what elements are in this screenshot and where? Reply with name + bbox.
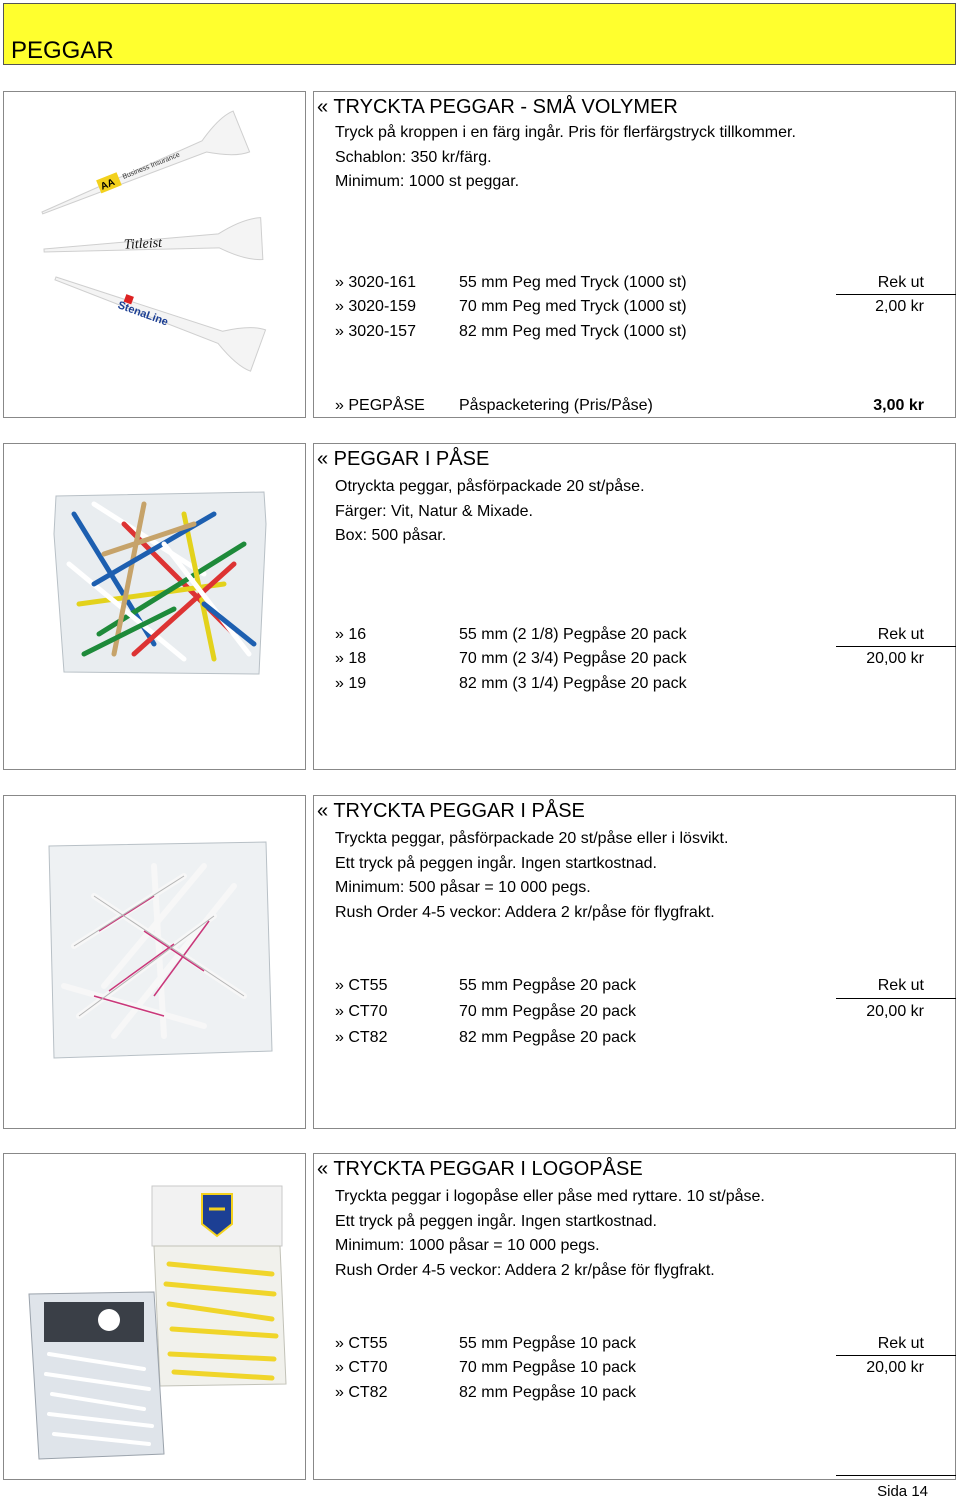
product-code: » CT70 (335, 1003, 388, 1020)
product-code: » 16 (335, 626, 367, 643)
product-description: 70 mm Pegpåse 20 pack (459, 1003, 636, 1020)
product-description: Påspacketering (Pris/Påse) (459, 397, 653, 414)
page-title: PEGGAR (11, 37, 114, 64)
section-title: « TRYCKTA PEGGAR I PÅSE (317, 800, 585, 822)
product-description: 70 mm Peg med Tryck (1000 st) (459, 298, 687, 315)
product-description: 70 mm Pegpåse 10 pack (459, 1359, 636, 1376)
description-line: Box: 500 påsar. (335, 527, 447, 545)
product-description: 70 mm (2 3/4) Pegpåse 20 pack (459, 650, 687, 667)
description-line: Schablon: 350 kr/färg. (335, 148, 492, 166)
divider (836, 1355, 956, 1356)
product-image-logo-bags (3, 1153, 306, 1480)
product-code: » CT82 (335, 1029, 388, 1046)
price-label: Rek ut (877, 977, 924, 994)
description-line: Minimum: 1000 st peggar. (335, 173, 520, 191)
product-code: » CT55 (335, 1335, 388, 1352)
section-title: « TRYCKTA PEGGAR - SMÅ VOLYMER (317, 96, 678, 118)
divider (836, 294, 956, 295)
price-value: 20,00 kr (866, 1003, 924, 1020)
description-line: Otryckta peggar, påsförpackade 20 st/påse. (335, 478, 645, 495)
description-line: Ett tryck på peggen ingår. Ingen startkostnad. (335, 854, 657, 872)
product-description: 55 mm Peg med Tryck (1000 st) (459, 274, 687, 291)
product-description: 55 mm (2 1/8) Pegpåse 20 pack (459, 626, 687, 643)
price-value: 3,00 kr (873, 397, 924, 414)
price-value: 20,00 kr (866, 650, 924, 667)
product-code: » CT82 (335, 1384, 388, 1401)
section-description (335, 121, 796, 195)
description-line: Tryckta peggar, påsförpackade 20 st/påse eller i lösvikt. (335, 830, 729, 847)
product-code: » PEGPÅSE (335, 397, 425, 414)
section-description (335, 827, 728, 925)
price-value: 2,00 kr (875, 298, 924, 315)
description-line: Ett tryck på peggen ingår. Ingen startkostnad. (335, 1212, 657, 1230)
product-image-printed-tees (3, 91, 306, 418)
section-title: « TRYCKTA PEGGAR I LOGOPÅSE (317, 1158, 643, 1180)
description-line: Rush Order 4-5 veckor: Addera 2 kr/påse för flygfrakt. (335, 1261, 715, 1279)
description-line: Minimum: 500 påsar = 10 000 pegs. (335, 879, 591, 897)
product-code: » 3020-161 (335, 274, 416, 291)
section-description (335, 475, 645, 549)
description-line: Färger: Vit, Natur & Mixade. (335, 502, 533, 520)
page-header (3, 3, 956, 65)
product-code: » 3020-157 (335, 323, 416, 340)
product-code: » CT55 (335, 977, 388, 994)
page-number: Sida 14 (877, 1483, 928, 1500)
description-line: Tryck på kroppen i en färg ingår. Pris för flerfärgstryck tillkommer. (335, 124, 796, 141)
product-code: » 18 (335, 650, 367, 667)
product-description: 55 mm Pegpåse 10 pack (459, 1335, 636, 1352)
description-line: Tryckta peggar i logopåse eller påse med ryttare. 10 st/påse. (335, 1188, 765, 1205)
product-image-printed-tees-bag (3, 795, 306, 1129)
price-label: Rek ut (877, 274, 924, 291)
product-code: » 19 (335, 675, 367, 692)
product-code: » 3020-159 (335, 298, 416, 315)
product-description: 82 mm Pegpåse 20 pack (459, 1029, 636, 1046)
footer-divider (836, 1475, 956, 1476)
divider (836, 646, 956, 647)
product-image-tees-in-bag (3, 443, 306, 770)
product-description: 82 mm Pegpåse 10 pack (459, 1384, 636, 1401)
product-description: 82 mm (3 1/4) Pegpåse 20 pack (459, 675, 687, 692)
product-description: 82 mm Peg med Tryck (1000 st) (459, 323, 687, 340)
product-description: 55 mm Pegpåse 20 pack (459, 977, 636, 994)
logo-text-aa: AA (99, 177, 117, 193)
description-line: Rush Order 4-5 veckor: Addera 2 kr/påse för flygfrakt. (335, 903, 715, 921)
description-line: Minimum: 1000 påsar = 10 000 pegs. (335, 1237, 600, 1255)
logo-text-business: Business Insurance (121, 151, 181, 181)
price-label: Rek ut (877, 626, 924, 643)
price-value: 20,00 kr (866, 1359, 924, 1376)
logo-text-stena: StenaLine (116, 299, 170, 329)
section-title: « PEGGAR I PÅSE (317, 448, 490, 470)
logo-text-titleist: Titleist (123, 235, 163, 253)
section-description (335, 1185, 765, 1283)
price-label: Rek ut (877, 1335, 924, 1352)
divider (836, 998, 956, 999)
product-code: » CT70 (335, 1359, 388, 1376)
